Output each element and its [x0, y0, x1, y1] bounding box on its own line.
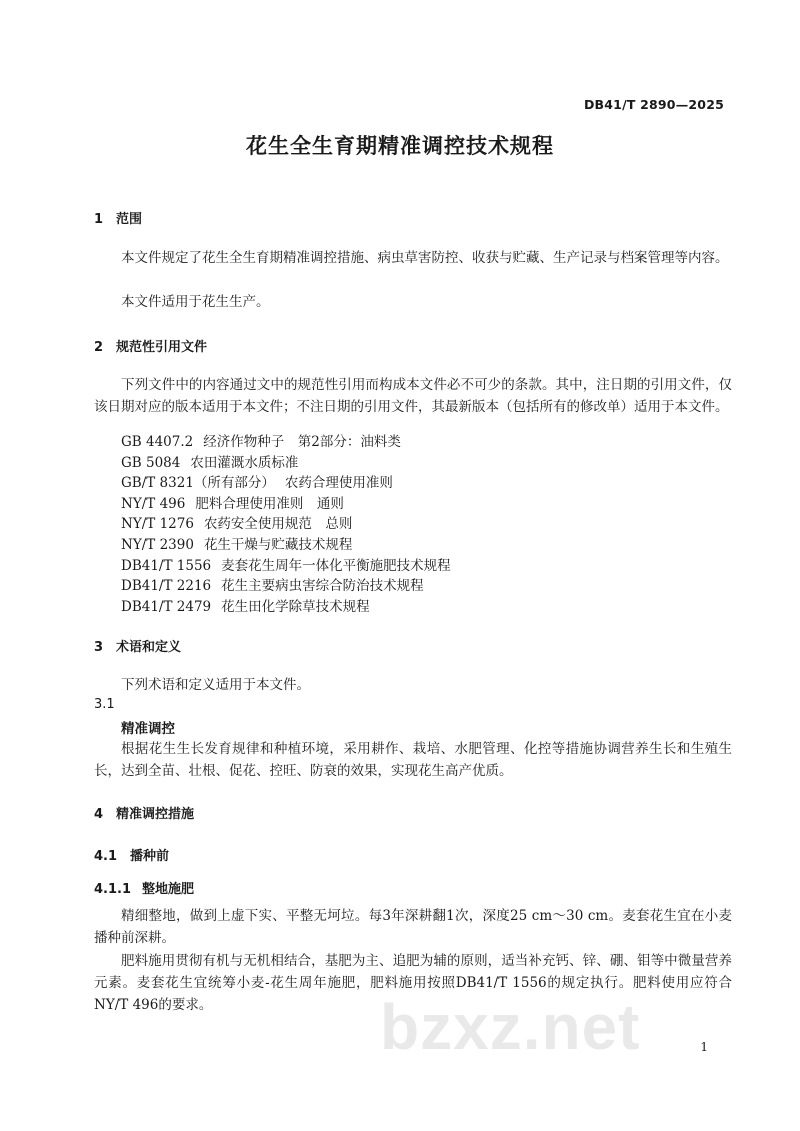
section-title: 精准调控措施	[116, 807, 195, 822]
subsection-4-1-heading	[94, 845, 169, 864]
reference-item	[121, 432, 451, 453]
reference-code: DB41/T 1556	[121, 557, 212, 574]
reference-item	[121, 514, 451, 535]
section-1-heading	[94, 208, 142, 227]
section-4-heading	[94, 803, 194, 822]
section-title: 规范性引用文件	[116, 340, 208, 355]
reference-title: 农药安全使用规范 总则	[203, 516, 353, 533]
reference-item	[121, 535, 451, 556]
section-number: 1	[94, 212, 104, 227]
subsection-4-1-1-heading	[94, 878, 194, 897]
terms-intro-paragraph: 下列术语和定义适用于本文件。	[121, 677, 310, 693]
subsection-title: 播种前	[130, 849, 170, 864]
tillage-paragraph: 精细整地，做到上虚下实、平整无坷垃。每3年深耕翻1次，深度25 cm～30 cm。麦套花生宜在小麦播种前深耕。	[94, 908, 732, 946]
section-title: 范围	[116, 212, 143, 227]
section-2-heading	[94, 336, 207, 355]
reference-title: 农田灌溉水质标准	[190, 454, 299, 471]
subsection-number: 4.1.1	[94, 882, 132, 897]
reference-code: NY/T 496	[121, 495, 186, 512]
watermark: bzxz.net	[380, 991, 641, 1063]
standard-code: DB41/T 2890—2025	[583, 97, 724, 112]
page-number: 1	[700, 1040, 708, 1054]
section-number: 3	[94, 640, 104, 655]
references-intro-paragraph: 下列文件中的内容通过文中的规范性引用而构成本文件必不可少的条款。其中，注日期的引用文件，仅该日期对应的版本适用于本文件；不注日期的引用文件，其最新版本（包括所有的修改单）适用于本文件。	[94, 377, 732, 415]
applicability-paragraph: 本文件适用于花生生产。	[121, 294, 270, 310]
reference-title: 花生田化学除草技术规程	[221, 598, 370, 615]
term-name: 精准调控	[121, 721, 175, 737]
reference-code: GB 4407.2	[121, 434, 194, 450]
reference-title: 花生干燥与贮藏技术规程	[203, 536, 353, 553]
reference-title: 花生主要病虫害综合防治技术规程	[221, 578, 424, 595]
reference-title: 麦套花生周年一体化平衡施肥技术规程	[221, 557, 451, 574]
reference-item	[121, 453, 451, 474]
section-3-heading	[94, 636, 181, 655]
reference-title: 肥料合理使用准则 通则	[195, 495, 344, 512]
section-number: 2	[94, 340, 104, 355]
term-number: 3.1	[94, 697, 115, 712]
reference-code: DB41/T 2479	[121, 598, 212, 615]
reference-title: 经济作物种子 第2部分：油料类	[203, 434, 401, 450]
fertilizer-paragraph: 肥料施用贯彻有机与无机相结合，基肥为主、追肥为辅的原则，适当补充钙、锌、硼、钼等中微量营养元素。麦套花生宜统筹小麦-花生周年施肥，肥料施用按照DB41/T 1556的规定执行。肥料使用应符合NY/T 496的要求。	[94, 953, 732, 1013]
reference-code: NY/T 1276	[121, 516, 194, 533]
section-title: 术语和定义	[116, 640, 182, 655]
subsection-title: 整地施肥	[142, 882, 195, 897]
reference-item	[121, 473, 451, 494]
scope-paragraph: 本文件规定了花生全生育期精准调控措施、病虫草害防控、收获与贮藏、生产记录与档案管理等内容。	[121, 250, 729, 266]
document-title: 花生全生育期精准调控技术规程	[246, 134, 554, 158]
reference-code: DB41/T 2216	[121, 578, 212, 595]
section-number: 4	[94, 807, 104, 822]
reference-title: 农药合理使用准则	[284, 475, 393, 492]
reference-item	[121, 597, 451, 618]
normative-reference-list	[121, 432, 451, 617]
reference-code: GB/T 8321（所有部分）	[121, 475, 275, 492]
reference-item	[121, 576, 451, 597]
reference-code: NY/T 2390	[121, 536, 194, 553]
term-definition: 根据花生生长发育规律和种植环境，采用耕作、栽培、水肥管理、化控等措施协调营养生长和生殖生长，达到全苗、壮根、促花、控旺、防衰的效果，实现花生高产优质。	[94, 741, 732, 779]
reference-item	[121, 494, 451, 515]
subsection-number: 4.1	[94, 849, 118, 864]
reference-item	[121, 556, 451, 577]
reference-code: GB 5084	[121, 454, 181, 471]
